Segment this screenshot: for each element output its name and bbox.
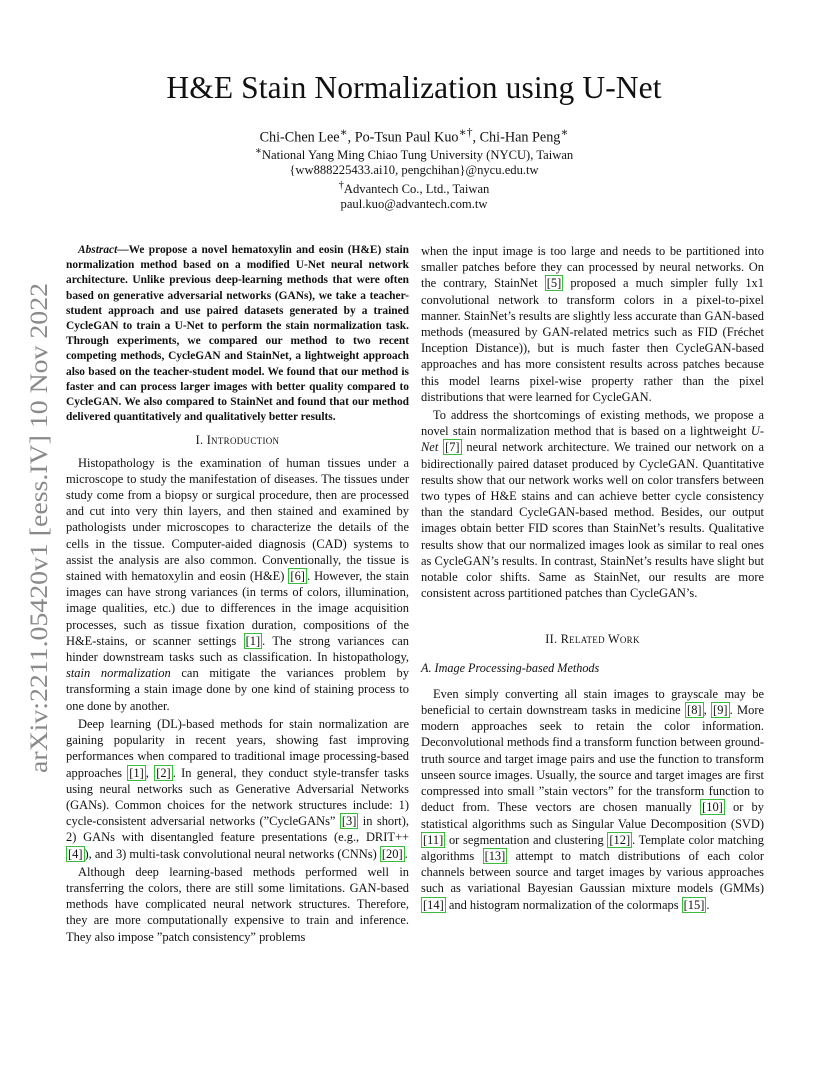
- affiliation-line: †Advantech Co., Ltd., Taiwan: [338, 180, 490, 197]
- author-name: Po-Tsun Paul Kuo: [354, 129, 459, 146]
- arxiv-stamp: [10, 283, 58, 773]
- citation-link[interactable]: [4]: [68, 846, 83, 861]
- citation-link[interactable]: [13]: [484, 848, 506, 863]
- citation-link[interactable]: [15]: [683, 897, 705, 912]
- citation-link[interactable]: [14]: [423, 897, 444, 912]
- paragraph: Although deep learning-based methods performed well in transferring the colors, there are still some limitations. GAN-based methods have complicated neural network structures. Therefore, they are more computationally expensive to train and inference. They also impose ”patch consistency” problems: [66, 864, 409, 944]
- affiliation-line: ∗National Yang Ming Chiao Tung University (NYCU), Taiwan: [254, 146, 574, 163]
- citation-link[interactable]: [7]: [445, 440, 460, 455]
- citation-link[interactable]: [1]: [245, 633, 261, 648]
- citation-link[interactable]: [6]: [290, 569, 305, 584]
- section-heading-related-work: II. Related Work: [545, 632, 640, 647]
- author-mark: ∗: [339, 125, 348, 139]
- paragraph: Even simply converting all stain images to grayscale may be beneficial to certain downstream tasks in medicine [8] , [9] . More modern approaches seek to retain the color information. Deconvolutional methods find a transform function between ground-truth source and target image pairs and use the function to transform unseen source images. Usually, the source and target images are first compressed into small ”stain vectors” for the transform function to deduct from. These vectors are chosen manually [10] or by statistical algorithms such as Singular Value Decomposition (SVD) [11] or segmentation and clustering [12] . Template color matching algorithms [13] attempt to match distributions of each color channels between source and target images by various approaches such as variational Bayesian Gaussian mixture models (GMMs) [14] and histogram normalization of the colormaps [15] .: [421, 686, 764, 912]
- abstract-label: Abstract: [78, 244, 118, 256]
- email-line: paul.kuo@advantech.com.tw: [340, 197, 488, 211]
- email-line: {ww888225433.ai10, pengchihan}@nycu.edu.tw: [289, 163, 539, 177]
- citation-link[interactable]: [1]: [129, 765, 144, 780]
- affiliation-mark: †: [338, 180, 344, 191]
- paragraph: when the input image is too large and needs to be partitioned into smaller patches before they can processed by neural networks. On the contrary, StainNet [5] proposed a much simpler fully 1x1 convolutional network to transform colors in a pixel-to-pixel manner. StainNet’s results are slightly less accurate than GAN-based methods (measured by GAN-related metrics such as FID (Fréchet Inception Distance)), but is much faster then CycleGAN-based approaches and has more consistent results across patches because this model learns pixel-wise property rather than the pixel distributions that were learned for CycleGAN.: [421, 244, 764, 404]
- paragraph: Histopathology is the examination of human tissues under a microscope to study the manifestation of diseases. The tissues under study come from a biopsy or surgical procedure, then are processed and cut into very thin layers, and then stained and examined by pathologists under microscopes to characterize the details of the cells in the tissue. Computer-aided diagnosis (CAD) systems to assist the analysis are also common. Conventionally, the tissue is stained with hematoxylin and eosin (H&E) [6] . However, the stain images can have strong variances (in terms of colors, illumination, image qualities, etc.) due to differences in the image acquisition processes, such as tissue fixation duration, compositions of the H&E-stains, or scanner settings [1] . The strong variances can hinder downstream tasks such as classification. In histopathology, stain normalization can mitigate the variances problem by transforming a stain image done by one kind of staining process to one done by another.: [66, 455, 410, 713]
- author-name: Chi-Han Peng: [479, 129, 561, 146]
- citation-link[interactable]: [3]: [341, 814, 357, 829]
- paper-title: H&E Stain Normalization using U-Net: [166, 70, 662, 105]
- emphasis: U-Net: [421, 424, 764, 455]
- author-list: Chi-Chen Lee∗, Po-Tsun Paul Kuo∗†, Chi-Han Peng∗: [259, 125, 569, 146]
- citation-link[interactable]: [20]: [381, 846, 403, 861]
- abstract: Abstract—We propose a novel hematoxylin and eosin (H&E) stain normalization method based on a modified U-Net neural network architecture. Unlike previous deep-learning methods that were often based on generative adversarial networks (GANs), we take a teacher-student approach and use paired datasets generated by a trained CycleGAN to train a U-Net to perform the stain normalization task. Through experiments, we compared our method to two recent competing methods, CycleGAN and StainNet, a lightweight approach also based on the teacher-student model. We found that our method is faster and can process larger images with better quality compared to CycleGAN. We also compared to StainNet and found that our method delivered quantitatively and qualitatively better results.: [66, 244, 409, 424]
- right-column: [421, 243, 764, 913]
- author-name: Chi-Chen Lee: [259, 129, 340, 146]
- citation-link[interactable]: [10]: [702, 800, 723, 815]
- paragraph: Deep learning (DL)-based methods for stain normalization are gaining popularity in recent years, showing fast improving performances when compared to traditional image processing-based approaches [1] , [2] . In general, they conduct style-transfer tasks using neural networks such as Generative Adversarial Networks (GANs). Common choices for the network structures include: 1) cycle-consistent adversarial networks (”CycleGANs” [3] in short), 2) GANs with disentangled feature presentations (e.g., DRIT++ [4] ), and 3) multi-task convolutional neural networks (CNNs) [20] .: [66, 716, 409, 861]
- emphasis: stain normalization: [66, 666, 171, 681]
- citation-link[interactable]: [12]: [609, 832, 631, 847]
- author-mark: ∗: [560, 125, 569, 139]
- citation-link[interactable]: [9]: [713, 703, 728, 718]
- subsection-heading: A. Image Processing-based Methods: [421, 660, 600, 675]
- citation-link[interactable]: [11]: [423, 832, 444, 847]
- citation-link[interactable]: [2]: [156, 765, 171, 780]
- paragraph: To address the shortcomings of existing methods, we propose a novel stain normalization method that is based on a lightweight U-Net [7] neural network architecture. We trained our network on a bidirectionally paired dataset produced by CycleGAN. Quantitative results show that our network works well on color transfers between two types of H&E stains and can achieve better cycle consistency than the standard CycleGAN-based method. Besides, our output images obtain better FID scores than StainNet’s results. Qualitative results show that our normalized images look as similar to real ones as CycleGAN’s results. In contrast, StainNet’s results have slight but notable color shifts. Same as StainNet, our results are more consistent across partitioned patches than CycleGAN’s.: [421, 408, 765, 601]
- citation-link[interactable]: [8]: [687, 703, 702, 718]
- left-column: [66, 243, 409, 945]
- affiliation-mark: ∗: [254, 146, 262, 157]
- author-mark: ∗†: [458, 125, 473, 139]
- arxiv-id-text: arXiv:2211.05420v1 [eess.IV] 10 Nov 2022: [24, 323, 53, 773]
- citation-link[interactable]: [5]: [546, 276, 562, 291]
- section-heading-introduction: I. Introduction: [195, 433, 280, 448]
